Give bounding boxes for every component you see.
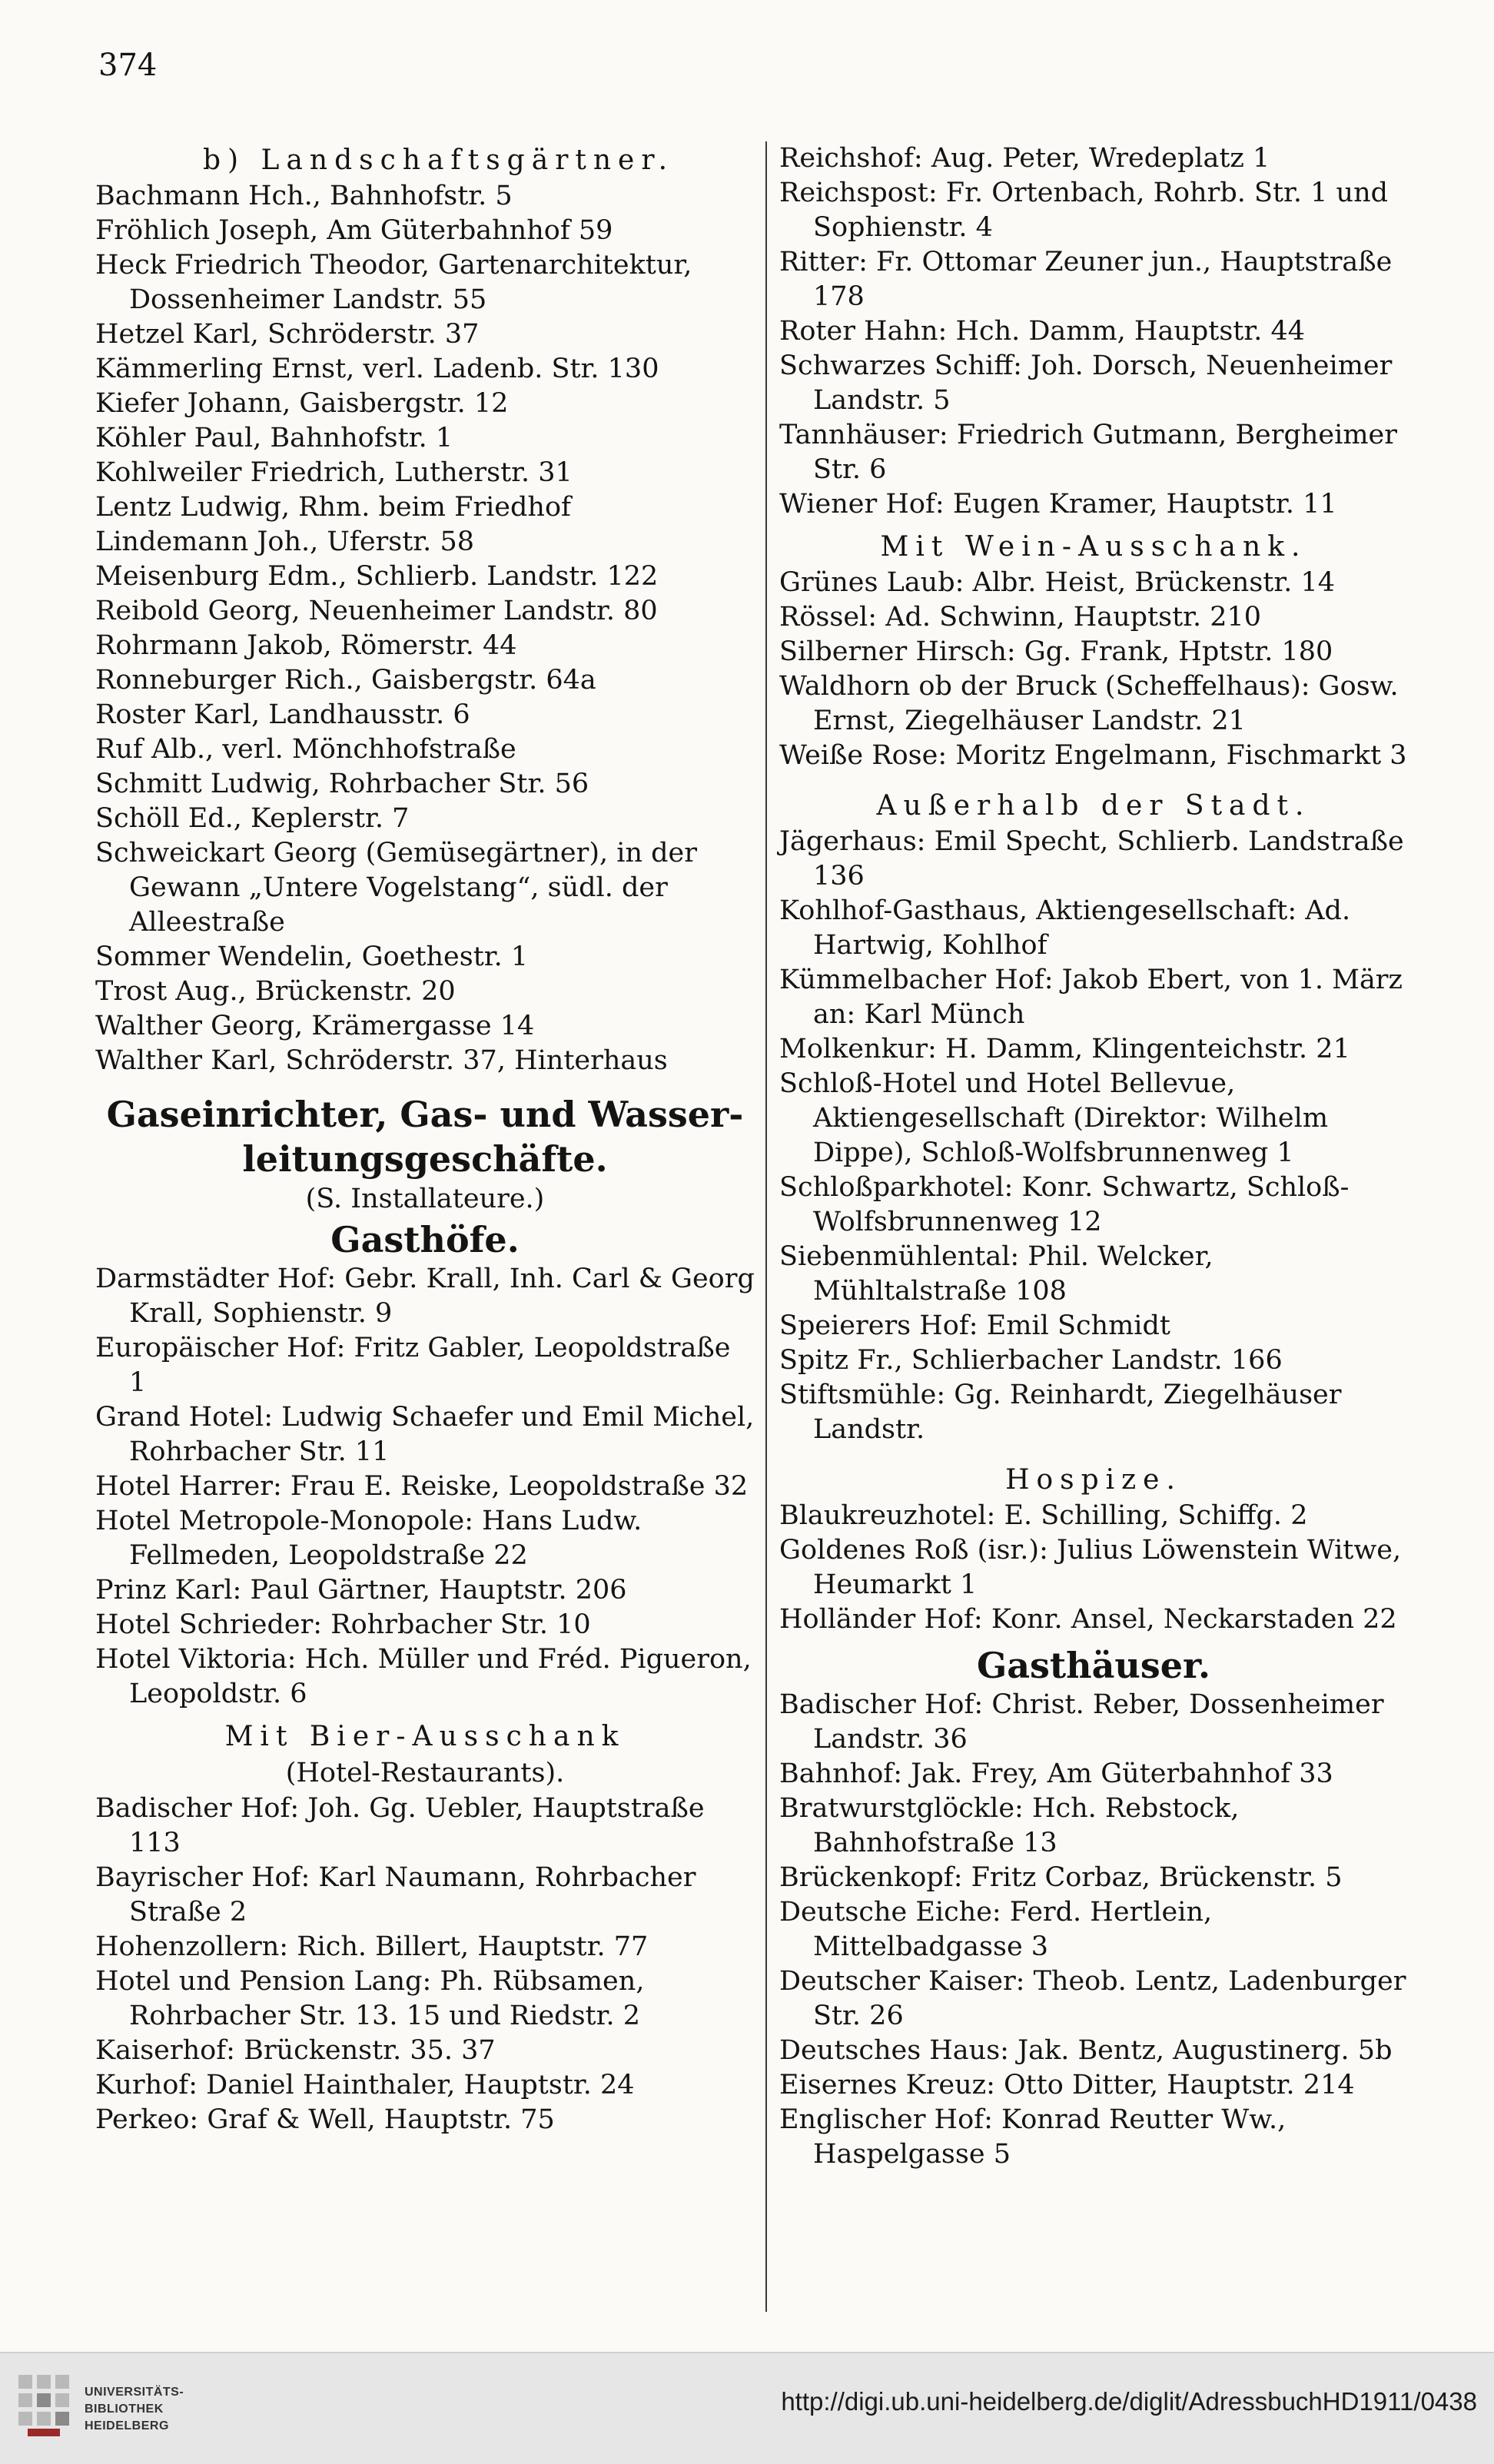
directory-entry: Roster Karl, Landhausstr. 6 bbox=[95, 699, 470, 730]
directory-entry: Bayrischer Hof: Karl Naumann, Rohrbacher Straße 2 bbox=[95, 1862, 696, 1928]
directory-entry: Silberner Hirsch: Gg. Frank, Hptstr. 180 bbox=[779, 636, 1333, 667]
directory-entry: Bachmann Hch., Bahnhofstr. 5 bbox=[95, 181, 513, 211]
directory-entry: Ritter: Fr. Ottomar Zeuner jun., Hauptstraße 178 bbox=[779, 247, 1393, 312]
directory-entry: Waldhorn ob der Bruck (Scheffelhaus): Gosw. Ernst, Ziegelhäuser Landstr. 21 bbox=[779, 671, 1399, 736]
directory-entry: Grand Hotel: Ludwig Schaefer und Emil Michel, Rohrbacher Str. 11 bbox=[95, 1402, 755, 1467]
directory-entry: Brückenkopf: Fritz Corbaz, Brückenstr. 5 bbox=[779, 1862, 1343, 1893]
directory-entry: Molkenkur: H. Damm, Klingenteichstr. 21 bbox=[779, 1034, 1350, 1064]
page-number: 374 bbox=[98, 48, 158, 83]
directory-entry: Rohrmann Jakob, Römerstr. 44 bbox=[95, 630, 517, 661]
directory-entry: Köhler Paul, Bahnhofstr. 1 bbox=[95, 423, 453, 453]
directory-entry: Schloßparkhotel: Konr. Schwartz, Schloß-Wolfsbrunnenweg 12 bbox=[779, 1172, 1350, 1237]
directory-entry: Reichshof: Aug. Peter, Wredeplatz 1 bbox=[779, 143, 1270, 174]
directory-entry: Kiefer Johann, Gaisbergstr. 12 bbox=[95, 388, 509, 419]
spacer bbox=[779, 773, 1408, 787]
directory-entry: Kurhof: Daniel Hainthaler, Hauptstr. 24 bbox=[95, 2070, 635, 2100]
directory-entry: Badischer Hof: Joh. Gg. Uebler, Hauptstraße 113 bbox=[95, 1793, 705, 1858]
directory-entry: Tannhäuser: Friedrich Gutmann, Bergheimer Str. 6 bbox=[779, 420, 1397, 485]
directory-entry: Schöll Ed., Keplerstr. 7 bbox=[95, 803, 410, 834]
directory-entry: Ruf Alb., verl. Mönchhofstraße bbox=[95, 734, 516, 765]
subsection-heading: Mit Wein-Ausschank. bbox=[880, 531, 1307, 563]
directory-entry: Walther Karl, Schröderstr. 37, Hinterhaus bbox=[95, 1045, 668, 1076]
directory-entry: Perkeo: Graf & Well, Hauptstr. 75 bbox=[95, 2104, 555, 2135]
directory-entry: Reichspost: Fr. Ortenbach, Rohrb. Str. 1 und Sophienstr. 4 bbox=[779, 178, 1389, 243]
directory-entry: Deutscher Kaiser: Theob. Lentz, Ladenburger Str. 26 bbox=[779, 1966, 1406, 2031]
directory-entry: Kämmerling Ernst, verl. Ladenb. Str. 130 bbox=[95, 354, 659, 384]
spacer bbox=[779, 1447, 1408, 1461]
directory-entry: Walther Georg, Krämergasse 14 bbox=[95, 1011, 535, 1041]
source-url-link[interactable]: http://digi.ub.uni-heidelberg.de/diglit/AdressbuchHD1911/0438 bbox=[781, 2387, 1477, 2416]
directory-entry: Badischer Hof: Christ. Reber, Dossenheimer Landstr. 36 bbox=[779, 1689, 1384, 1755]
directory-entry: Schmitt Ludwig, Rohrbacher Str. 56 bbox=[95, 769, 589, 799]
subsection-heading: b) Landschaftsgärtner. bbox=[203, 144, 675, 176]
directory-entry: Weiße Rose: Moritz Engelmann, Fischmarkt 3 bbox=[779, 740, 1407, 771]
directory-entry: Hotel und Pension Lang: Ph. Rübsamen, Rohrbacher Str. 13. 15 und Riedstr. 2 bbox=[95, 1966, 645, 2031]
library-name-line: BIBLIOTHEK bbox=[85, 2403, 164, 2416]
directory-entry: Grünes Laub: Albr. Heist, Brückenstr. 14 bbox=[779, 567, 1336, 598]
directory-entry: Fröhlich Joseph, Am Güterbahnhof 59 bbox=[95, 215, 613, 246]
directory-entry: Hotel Metropole-Monopole: Hans Ludw. Fellmeden, Leopoldstraße 22 bbox=[95, 1506, 642, 1571]
directory-entry: Roter Hahn: Hch. Damm, Hauptstr. 44 bbox=[779, 316, 1306, 347]
spacer bbox=[779, 1637, 1408, 1643]
directory-entry: Rössel: Ad. Schwinn, Hauptstr. 210 bbox=[779, 602, 1262, 633]
section-heading: Gaseinrichter, Gas- und Wasser- bbox=[106, 1094, 744, 1135]
library-name-line: HEIDELBERG bbox=[85, 2419, 169, 2432]
heading-note: (Hotel-Restaurants). bbox=[285, 1758, 565, 1788]
directory-entry: Heck Friedrich Theodor, Gartenarchitektur, Dossenheimer Landstr. 55 bbox=[95, 250, 692, 315]
directory-entry: Schloß-Hotel und Hotel Bellevue, Aktiengesellschaft (Direktor: Wilhelm Dippe), Schloß-Wolfsbrunnenweg 1 bbox=[779, 1068, 1329, 1168]
right-column bbox=[779, 141, 1408, 2172]
university-library-logo-icon bbox=[14, 2370, 75, 2442]
directory-entry: Kohlweiler Friedrich, Lutherstr. 31 bbox=[95, 457, 573, 488]
directory-entry: Schwarzes Schiff: Joh. Dorsch, Neuenheimer Landstr. 5 bbox=[779, 350, 1393, 416]
subsection-heading: Mit Bier-Ausschank bbox=[224, 1721, 626, 1752]
directory-entry: Blaukreuzhotel: E. Schilling, Schiffg. 2 bbox=[779, 1500, 1308, 1531]
directory-entry: Darmstädter Hof: Gebr. Krall, Inh. Carl & Georg Krall, Sophienstr. 9 bbox=[95, 1264, 755, 1329]
directory-entry: Kohlhof-Gasthaus, Aktiengesellschaft: Ad. Hartwig, Kohlhof bbox=[779, 895, 1351, 961]
directory-entry: Jägerhaus: Emil Specht, Schlierb. Landstraße 136 bbox=[779, 826, 1404, 892]
directory-entry: Kümmelbacher Hof: Jakob Ebert, von 1. März an: Karl Münch bbox=[779, 965, 1403, 1030]
directory-entry: Lindemann Joh., Uferstr. 58 bbox=[95, 526, 474, 557]
directory-entry: Kaiserhof: Brückenstr. 35. 37 bbox=[95, 2035, 496, 2066]
directory-entry: Hohenzollern: Rich. Billert, Hauptstr. 77 bbox=[95, 1931, 649, 1962]
spacer bbox=[95, 1712, 755, 1718]
section-heading: Gasthäuser. bbox=[976, 1645, 1211, 1686]
directory-entry: Wiener Hof: Eugen Kramer, Hauptstr. 11 bbox=[779, 489, 1337, 520]
directory-entry: Bahnhof: Jak. Frey, Am Güterbahnhof 33 bbox=[779, 1758, 1333, 1789]
directory-entry: Meisenburg Edm., Schlierb. Landstr. 122 bbox=[95, 561, 659, 592]
spacer bbox=[779, 522, 1408, 528]
directory-entry: Deutsche Eiche: Ferd. Hertlein, Mittelbadgasse 3 bbox=[779, 1897, 1213, 1962]
section-heading: leitungsgeschäfte. bbox=[242, 1138, 608, 1180]
directory-entry: Eisernes Kreuz: Otto Ditter, Hauptstr. 214 bbox=[779, 2070, 1355, 2100]
directory-entry: Ronneburger Rich., Gaisbergstr. 64a bbox=[95, 665, 596, 696]
directory-entry: Spitz Fr., Schlierbacher Landstr. 166 bbox=[779, 1345, 1283, 1376]
directory-entry: Europäischer Hof: Fritz Gabler, Leopoldstraße 1 bbox=[95, 1333, 731, 1398]
directory-entry: Hotel Schrieder: Rohrbacher Str. 10 bbox=[95, 1609, 591, 1640]
directory-entry: Reibold Georg, Neuenheimer Landstr. 80 bbox=[95, 596, 658, 626]
viewer-footer bbox=[0, 2352, 1494, 2464]
left-column bbox=[95, 141, 755, 2137]
subsection-heading: Hospize. bbox=[1005, 1464, 1182, 1496]
directory-entry: Holländer Hof: Konr. Ansel, Neckarstaden 22 bbox=[779, 1604, 1397, 1635]
column-divider bbox=[765, 141, 767, 2312]
directory-entry: Lentz Ludwig, Rhm. beim Friedhof bbox=[95, 492, 571, 523]
directory-entry: Trost Aug., Brückenstr. 20 bbox=[95, 976, 456, 1007]
directory-entry: Deutsches Haus: Jak. Bentz, Augustinerg. 5b bbox=[779, 2035, 1393, 2066]
heading-note: (S. Installateure.) bbox=[305, 1184, 545, 1214]
directory-entry: Hotel Viktoria: Hch. Müller und Fréd. Pigueron, Leopoldstr. 6 bbox=[95, 1644, 752, 1709]
directory-entry: Prinz Karl: Paul Gärtner, Hauptstr. 206 bbox=[95, 1575, 627, 1606]
directory-entry: Schweickart Georg (Gemüsegärtner), in der Gewann „Untere Vogelstang“, südl. der Alleestraße bbox=[95, 838, 697, 938]
library-name-line: UNIVERSITÄTS- bbox=[85, 2386, 184, 2399]
directory-entry: Hetzel Karl, Schröderstr. 37 bbox=[95, 319, 480, 350]
spacer bbox=[95, 1078, 755, 1092]
directory-entry: Speierers Hof: Emil Schmidt bbox=[779, 1310, 1170, 1341]
directory-entry: Englischer Hof: Konrad Reutter Ww., Haspelgasse 5 bbox=[779, 2104, 1286, 2170]
directory-entry: Goldenes Roß (isr.): Julius Löwenstein Witwe, Heumarkt 1 bbox=[779, 1535, 1402, 1600]
directory-entry: Siebenmühlental: Phil. Welcker, Mühltalstraße 108 bbox=[779, 1241, 1213, 1307]
subsection-heading: Außerhalb der Stadt. bbox=[876, 790, 1311, 822]
section-heading: Gasthöfe. bbox=[330, 1219, 520, 1260]
directory-entry: Stiftsmühle: Gg. Reinhardt, Ziegelhäuser Landstr. bbox=[779, 1380, 1342, 1445]
directory-entry: Bratwurstglöckle: Hch. Rebstock, Bahnhofstraße 13 bbox=[779, 1793, 1240, 1858]
directory-entry: Hotel Harrer: Frau E. Reiske, Leopoldstraße 32 bbox=[95, 1471, 749, 1502]
library-name bbox=[85, 2384, 200, 2435]
directory-entry: Sommer Wendelin, Goethestr. 1 bbox=[95, 941, 529, 972]
